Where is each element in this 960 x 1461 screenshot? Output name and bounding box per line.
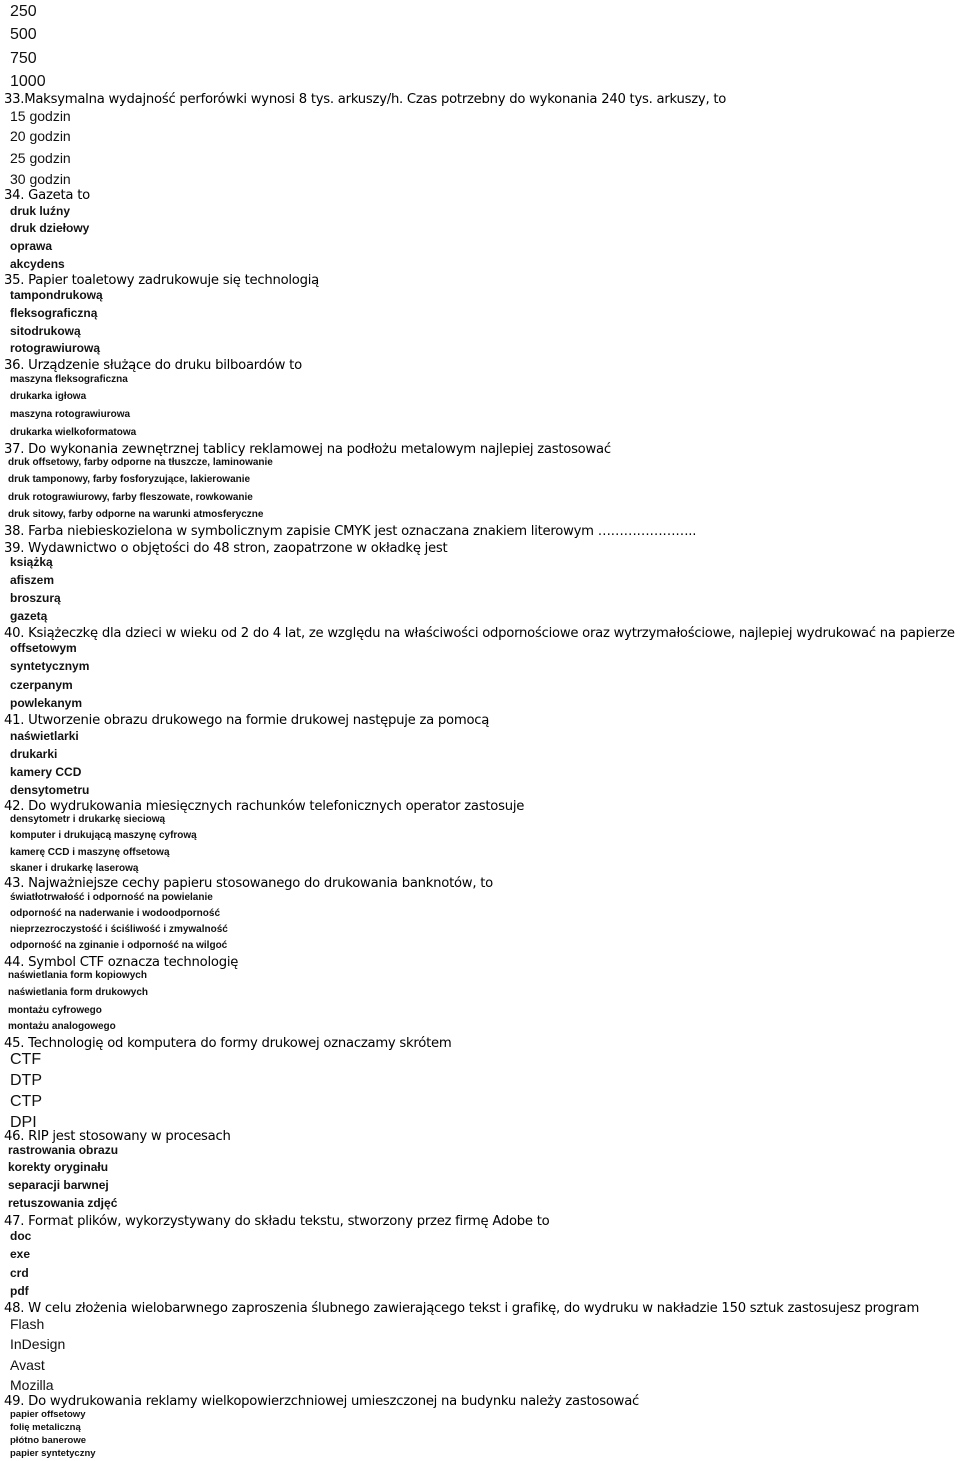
q33-option-b: 20 godzin bbox=[10, 128, 71, 144]
q44-question: 44. Symbol CTF oznacza technologię bbox=[4, 955, 239, 970]
q45-option-a: CTF bbox=[10, 1051, 42, 1068]
q45-question: 45. Technologię od komputera do formy drukowej oznaczamy skrótem bbox=[4, 1036, 452, 1051]
q33-option-d: 30 godzin bbox=[10, 171, 71, 187]
q39-question: 39. Wydawnictwo o objętości do 48 stron, zaopatrzone w okładkę jest bbox=[4, 541, 448, 556]
q36-option-c: maszyna rotograwiurowa bbox=[10, 409, 131, 420]
q37-option-a: druk offsetowy, farby odporne na tłuszcze, laminowanie bbox=[8, 457, 273, 468]
q40-option-a: offsetowym bbox=[10, 641, 77, 655]
q35-option-d: rotograwiurową bbox=[10, 341, 101, 355]
q48-option-b: InDesign bbox=[10, 1336, 66, 1352]
q37-option-c: druk rotograwiurowy, farby fleszowate, rowkowanie bbox=[8, 492, 253, 503]
q45-option-b: DTP bbox=[10, 1072, 42, 1089]
q49-option-c: płótno banerowe bbox=[10, 1435, 86, 1446]
q44-option-a: naświetlania form kopiowych bbox=[8, 970, 147, 981]
q41-option-d: densytometru bbox=[10, 783, 90, 797]
q47-option-b: exe bbox=[10, 1247, 31, 1261]
q48-question: 48. W celu złożenia wielobarwnego zaproszenia ślubnego zawierającego tekst i grafikę, do wydruku w nakładzie 150 sztuk zastosujesz program bbox=[4, 1301, 920, 1316]
q39-option-c: broszurą bbox=[10, 591, 61, 605]
q43-option-c: nieprzezroczystość i ściśliwość i zmywalność bbox=[10, 924, 228, 935]
q40-option-b: syntetycznym bbox=[10, 659, 90, 673]
q33-option-a: 15 godzin bbox=[10, 108, 71, 124]
q47-option-c: crd bbox=[10, 1266, 29, 1280]
q35-option-b: fleksograficzną bbox=[10, 306, 98, 320]
q41-option-a: naświetlarki bbox=[10, 729, 79, 743]
q45-option-c: CTP bbox=[10, 1093, 42, 1110]
q41-question: 41. Utworzenie obrazu drukowego na formie drukowej następuje za pomocą bbox=[4, 713, 490, 728]
q34-option-a: druk luźny bbox=[10, 204, 71, 218]
q36-question: 36. Urządzenie służące do druku bilboardów to bbox=[4, 358, 302, 373]
q42-option-a: densytometr i drukarkę sieciową bbox=[10, 814, 166, 825]
q47-option-a: doc bbox=[10, 1229, 32, 1243]
q32-option-c: 750 bbox=[10, 50, 37, 67]
q32-option-d: 1000 bbox=[10, 73, 46, 90]
q49-option-b: folię metaliczną bbox=[10, 1422, 81, 1433]
q42-option-d: skaner i drukarkę laserową bbox=[10, 863, 139, 874]
q46-option-d: retuszowania zdjęć bbox=[8, 1196, 118, 1210]
q47-option-d: pdf bbox=[10, 1284, 29, 1298]
q48-option-d: Mozilla bbox=[10, 1377, 54, 1393]
q49-question: 49. Do wydrukowania reklamy wielkopowierzchniowej umieszczonej na budynku należy zastosować bbox=[4, 1394, 640, 1409]
q37-option-d: druk sitowy, farby odporne na warunki atmosferyczne bbox=[8, 509, 264, 520]
q40-option-d: powlekanym bbox=[10, 696, 83, 710]
q44-option-c: montażu cyfrowego bbox=[8, 1005, 102, 1016]
q46-option-c: separacji barwnej bbox=[8, 1178, 109, 1192]
q42-option-b: komputer i drukującą maszynę cyfrową bbox=[10, 830, 197, 841]
q39-option-a: książką bbox=[10, 555, 53, 569]
q48-option-a: Flash bbox=[10, 1316, 45, 1332]
q49-option-a: papier offsetowy bbox=[10, 1409, 86, 1420]
q34-option-c: oprawa bbox=[10, 239, 53, 253]
q37-option-b: druk tamponowy, farby fosforyzujące, lakierowanie bbox=[8, 474, 251, 485]
q44-option-d: montażu analogowego bbox=[8, 1021, 116, 1032]
q44-option-b: naświetlania form drukowych bbox=[8, 987, 149, 998]
q46-option-a: rastrowania obrazu bbox=[8, 1143, 119, 1157]
q33-question: 33.Maksymalna wydajność perforówki wynosi 8 tys. arkuszy/h. Czas potrzebny do wykonania 240 tys. arkuszy, to bbox=[4, 92, 727, 107]
q36-option-a: maszyna fleksograficzna bbox=[10, 374, 128, 385]
q45-option-d: DPI bbox=[10, 1114, 37, 1131]
q42-question: 42. Do wydrukowania miesięcznych rachunków telefonicznych operator zastosuje bbox=[4, 799, 525, 814]
q40-option-c: czerpanym bbox=[10, 678, 73, 692]
q38-question: 38. Farba niebieskozielona w symbolicznym zapisie CMYK jest oznaczana znakiem literowym ………………….. bbox=[4, 524, 697, 539]
q43-question: 43. Najważniejsze cechy papieru stosowanego do drukowania banknotów, to bbox=[4, 876, 493, 891]
q34-question: 34. Gazeta to bbox=[4, 188, 90, 203]
q39-option-d: gazetą bbox=[10, 609, 48, 623]
q34-option-d: akcydens bbox=[10, 257, 65, 271]
q40-question: 40. Książeczkę dla dzieci w wieku od 2 do 4 lat, ze względu na właściwości odpornościowe oraz wytrzymałościowe, najlepiej wydrukować na papierze bbox=[4, 626, 955, 641]
q35-question: 35. Papier toaletowy zadrukowuje się technologią bbox=[4, 273, 319, 288]
q46-option-b: korekty oryginału bbox=[8, 1160, 109, 1174]
q49-option-d: papier syntetyczny bbox=[10, 1448, 96, 1459]
q41-option-c: kamery CCD bbox=[10, 765, 82, 779]
q43-option-b: odporność na naderwanie i wodoodporność bbox=[10, 908, 221, 919]
q35-option-a: tampondrukową bbox=[10, 288, 103, 302]
q34-option-b: druk dziełowy bbox=[10, 221, 90, 235]
q36-option-b: drukarka igłowa bbox=[10, 391, 87, 402]
q32-option-a: 250 bbox=[10, 3, 37, 20]
q32-option-b: 500 bbox=[10, 26, 37, 43]
q33-option-c: 25 godzin bbox=[10, 150, 71, 166]
q41-option-b: drukarki bbox=[10, 747, 58, 761]
q43-option-d: odporność na zginanie i odporność na wilgoć bbox=[10, 940, 228, 951]
q48-option-c: Avast bbox=[10, 1357, 45, 1373]
q35-option-c: sitodrukową bbox=[10, 324, 81, 338]
q43-option-a: światłotrwałość i odporność na powielanie bbox=[10, 892, 213, 903]
q36-option-d: drukarka wielkoformatowa bbox=[10, 427, 137, 438]
q39-option-b: afiszem bbox=[10, 573, 55, 587]
q47-question: 47. Format plików, wykorzystywany do składu tekstu, stworzony przez firmę Adobe to bbox=[4, 1214, 550, 1229]
q37-question: 37. Do wykonania zewnętrznej tablicy reklamowej na podłożu metalowym najlepiej zastosować bbox=[4, 442, 611, 457]
q46-question: 46. RIP jest stosowany w procesach bbox=[4, 1129, 231, 1144]
q42-option-c: kamerę CCD i maszynę offsetową bbox=[10, 847, 170, 858]
